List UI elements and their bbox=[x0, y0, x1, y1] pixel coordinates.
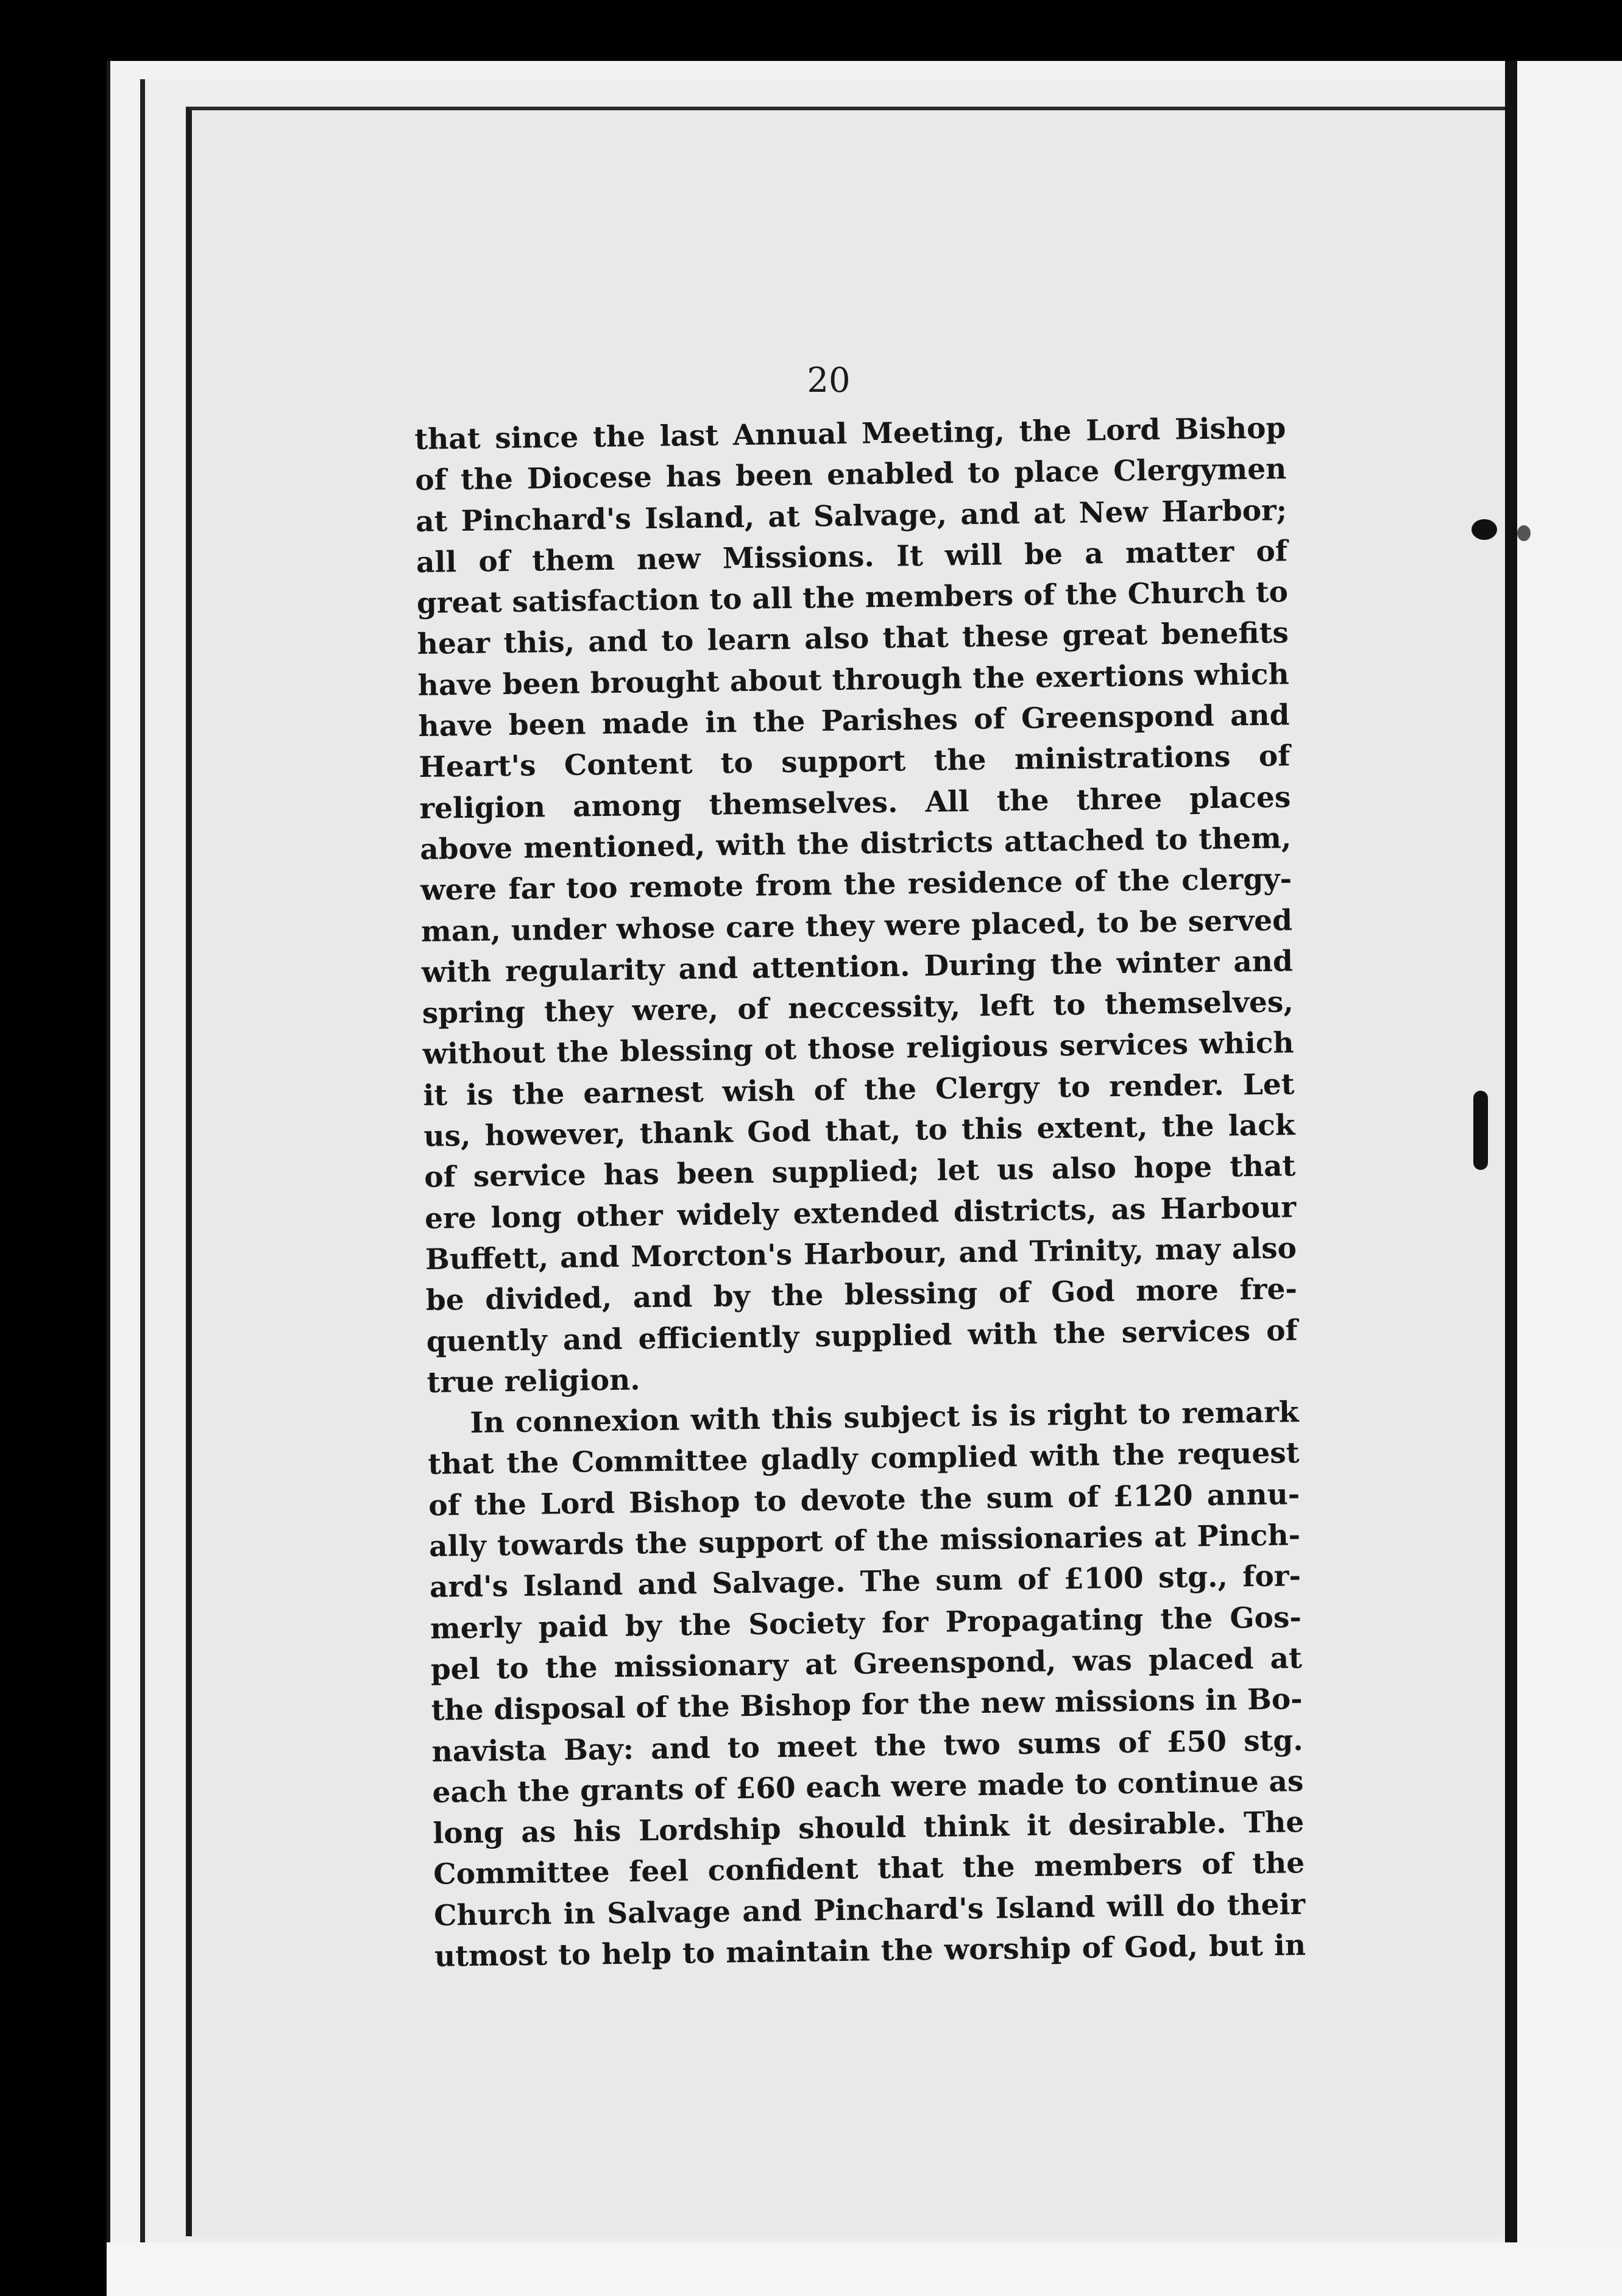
text-line: spring they were, of neccessity, left to themselves, bbox=[422, 985, 1294, 1031]
text-line: have been brought about through the exertions which bbox=[417, 657, 1289, 703]
text-line: great satisfaction to all the members of the Church to bbox=[416, 575, 1289, 621]
text-line: have been made in the Parishes of Greenspond and bbox=[418, 698, 1290, 744]
text-line: navista Bay: and to meet the two sums of £50 stg. bbox=[431, 1723, 1303, 1769]
text-line: utmost to help to maintain the worship of God, but in bbox=[434, 1929, 1306, 1974]
facing-page-edge bbox=[1505, 61, 1622, 2296]
text-line: that since the last Annual Meeting, the Lord Bishop bbox=[414, 411, 1286, 456]
text-line: Committee feel confident that the members of the bbox=[433, 1846, 1305, 1892]
text-line: that the Committee gladly complied with the request bbox=[428, 1436, 1300, 1482]
text-line: religion among themselves. All the three places bbox=[419, 780, 1291, 826]
paragraph-1 bbox=[414, 408, 1298, 1403]
text-line: true religion. bbox=[427, 1363, 640, 1400]
paragraph-2 bbox=[427, 1392, 1306, 1977]
text-line: with regularity and attention. During the winter and bbox=[421, 944, 1294, 990]
text-line: of the Lord Bishop to devote the sum of £120 annu- bbox=[428, 1477, 1300, 1523]
scan-bottom-margin bbox=[107, 2242, 1622, 2296]
text-line: ard's Island and Salvage. The sum of £100 stg., for- bbox=[429, 1559, 1301, 1605]
text-line: us, however, thank God that, to this extent, the lack bbox=[423, 1108, 1295, 1153]
body-text bbox=[414, 408, 1306, 1977]
text-line: without the blessing ot those religious services which bbox=[422, 1026, 1294, 1072]
ink-blot-mark bbox=[1471, 519, 1497, 540]
text-line: quently and efficiently supplied with the services of bbox=[426, 1313, 1298, 1359]
text-line: pel to the missionary at Greenspond, was placed at bbox=[430, 1642, 1303, 1687]
text-line: Buffett, and Morcton's Harbour, and Trinity, may also bbox=[425, 1231, 1297, 1277]
page-number: 20 bbox=[807, 361, 851, 400]
text-line: at Pinchard's Island, at Salvage, and at New Harbor; bbox=[415, 493, 1287, 539]
ink-blot-mark bbox=[1473, 1091, 1488, 1170]
text-line: it is the earnest wish of the Clergy to render. Let bbox=[423, 1067, 1295, 1113]
text-line: above mentioned, with the districts attached to them, bbox=[419, 821, 1292, 866]
text-line: Church in Salvage and Pinchard's Island will do their bbox=[433, 1887, 1306, 1933]
text-line: In connexion with this subject is is right to remark bbox=[470, 1395, 1299, 1440]
text-line: were far too remote from the residence of the clergy- bbox=[420, 862, 1292, 908]
text-line: man, under whose care they were placed, to be served bbox=[420, 903, 1293, 949]
ink-blot-mark bbox=[1517, 525, 1531, 541]
text-line: hear this, and to learn also that these great benefits bbox=[417, 616, 1289, 662]
text-line: merly paid by the Society for Propagating the Gos- bbox=[430, 1600, 1302, 1646]
text-line: Heart's Content to support the ministrations of bbox=[419, 739, 1291, 785]
text-line: long as his Lordship should think it desirable. The bbox=[433, 1805, 1305, 1851]
text-line: all of them new Missions. It will be a matter of bbox=[416, 534, 1288, 579]
text-line: ere long other widely extended districts, as Harbour bbox=[424, 1190, 1297, 1236]
text-line: ally towards the support of the missionaries at Pinch- bbox=[428, 1518, 1301, 1564]
text-line: each the grants of £60 each were made to continue as bbox=[432, 1764, 1304, 1810]
text-line: of the Diocese has been enabled to place Clergymen bbox=[414, 452, 1287, 498]
text-line: be divided, and by the blessing of God more fre- bbox=[425, 1272, 1298, 1318]
text-line: of service has been supplied; let us also hope that bbox=[423, 1149, 1296, 1195]
text-line: the disposal of the Bishop for the new missions in Bo- bbox=[431, 1682, 1303, 1728]
